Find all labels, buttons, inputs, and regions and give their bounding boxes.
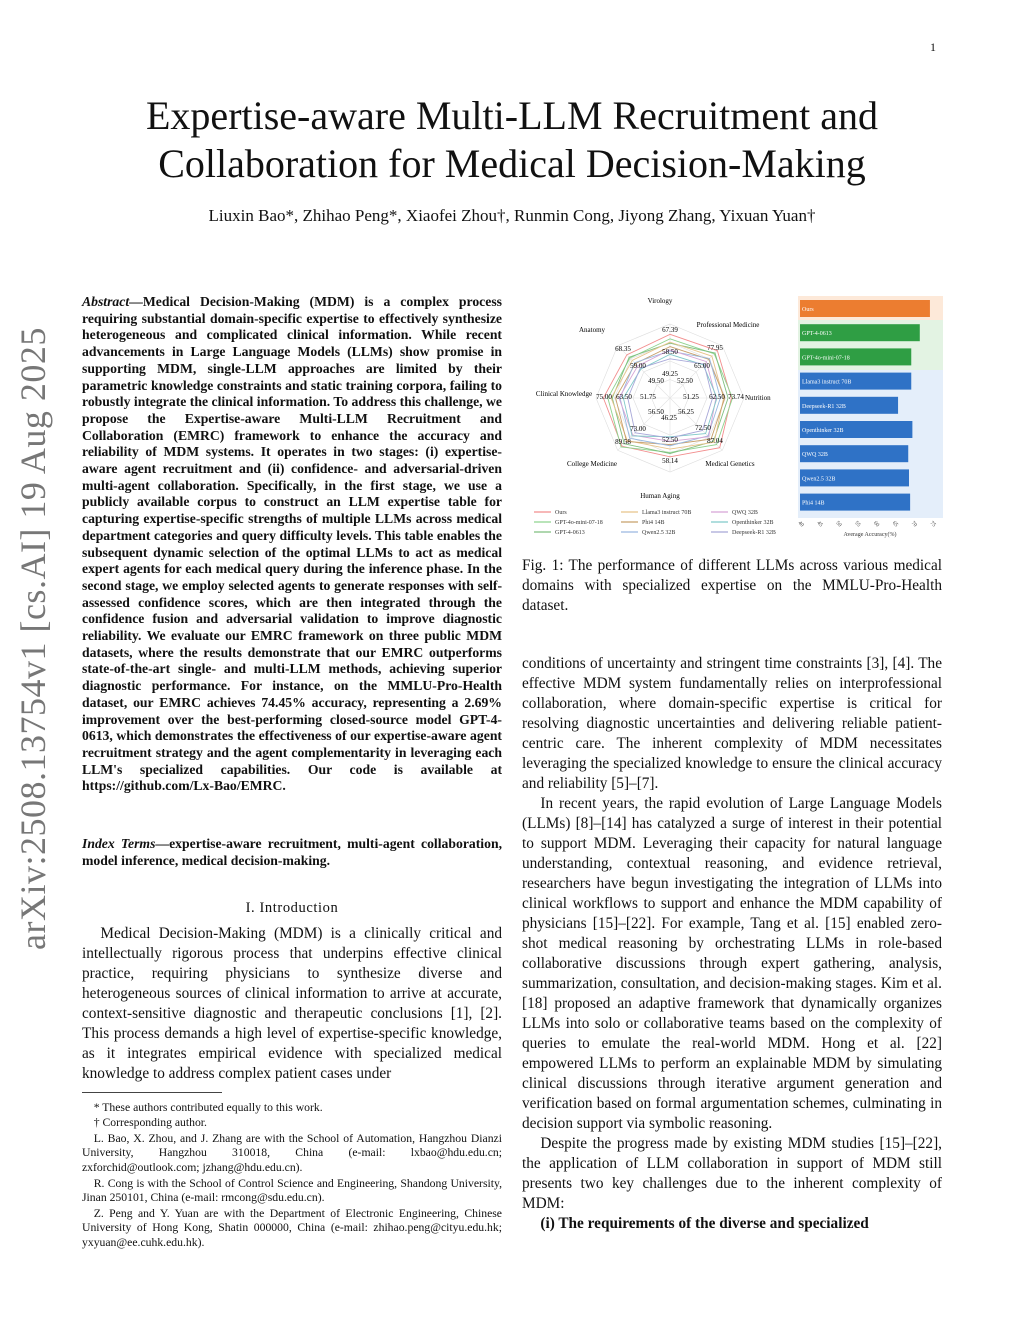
bar-label: Ours: [802, 307, 814, 313]
bar-x-tick: 65: [890, 520, 900, 529]
radar-value: 58.50: [662, 348, 678, 356]
radar-value: 89.58: [615, 438, 631, 446]
radar-value: 56.50: [648, 408, 664, 416]
bar: [800, 300, 930, 317]
bar-x-tick: 60: [872, 520, 881, 529]
intro-paragraph: conditions of uncertainty and stringent time constraints [3], [4]. The effective MDM system fundamentally relies on interprofessional collaboration, where domain-specific expertise is critical for resolving diagnostic uncertainties and delivering reliable patient-centric care. The inherent complexity of MDM necessitates leveraging the specialized knowledge to ensure the clinical accuracy and reliability [5]–[7].: [522, 655, 942, 792]
intro-paragraph: In recent years, the rapid evolution of Large Language Models (LLMs) [8]–[14] has catalyzed a surge of interest in their potential to support MDM. Leveraging their capacity for natural language understanding, contextual reasoning, and evidence retrieval, researchers have begun investigating the integration of LLMs into clinical workflows to support and enhance the MDM capability of physicians [15]–[22]. For example, Tang et al. [15] enabled zero-shot medical reasoning by orchestrating LLMs in role-based collaborative discussions through expert gathering, analysis, summarization, consultation, and decision-making stages. Kim et al. [18] proposed an adaptive framework that dynamically organizes LLMs into solo or collaborative teams based on the complexity of queries to emulate the real-world MDM. Hong et al. [22] empowered LLMs to perform an explainable MDM by simulating clinical discussions through iterative argument generation and verification based on formal argumentation schemes, culminating in decision support via symbolic reasoning.: [522, 795, 942, 1132]
radar-value: 72.50: [695, 424, 711, 432]
legend-item: GPT-4-0613: [555, 530, 585, 536]
footnote-equal-contribution: * These authors contributed equally to this work.: [93, 1101, 323, 1114]
radar-value: 56.25: [678, 408, 694, 416]
bar-x-ticks: [797, 520, 937, 528]
radar-axis-nutrition: Nutrition: [745, 394, 771, 402]
arxiv-identifier: arXiv:2508.13754v1 [cs.AI] 19 Aug 2025: [13, 327, 53, 950]
bar-x-tick: 45: [815, 520, 824, 529]
legend-item: Openthinker 32B: [732, 520, 774, 526]
radar-value: 51.25: [683, 393, 699, 401]
bar-x-tick: 55: [853, 520, 862, 529]
bar-label: Deepseek-R1 32B: [802, 403, 846, 410]
page-number: 1: [930, 40, 936, 54]
radar-value: 77.95: [707, 344, 723, 352]
bar-x-label: Average Accuracy(%): [843, 532, 897, 538]
radar-value: 51.75: [640, 393, 656, 401]
legend-item: QWQ 32B: [732, 510, 758, 516]
bar-label: Phi4 14B: [802, 500, 825, 507]
bar-x-tick: 50: [834, 520, 843, 529]
bar-label: Openthinker 32B: [802, 428, 844, 434]
figure-1-caption: Fig. 1: The performance of different LLMs across various medical domains with specialized expertise on the MMLU-Pro-Health dataset.: [522, 557, 942, 614]
legend-item: Phi4 14B: [642, 520, 665, 526]
author-list: Liuxin Bao*, Zhihao Peng*, Xiaofei Zhou†, Runmin Cong, Jiyong Zhang, Yixuan Yuan†: [208, 206, 816, 225]
radar-value: 62.50: [709, 393, 725, 401]
bar-label: QWQ 32B: [802, 452, 828, 459]
legend-item: Deepseek-R1 32B: [732, 530, 776, 536]
radar-value: 75.00: [596, 393, 612, 401]
bar-label: GPT-4o-mini-07-18: [802, 355, 850, 362]
abstract-label: Abstract: [82, 294, 130, 309]
radar-value: 46.25: [661, 414, 677, 422]
radar-value: 52.50: [677, 377, 693, 385]
radar-axis-professional-medicine: [697, 321, 760, 329]
radar-value: 58.14: [662, 457, 678, 465]
bar-label: Qwen2.5 32B: [802, 476, 836, 483]
footnote-divider: [82, 1092, 222, 1093]
radar-value: 68.35: [615, 345, 631, 353]
challenge-heading: (i) The requirements of the diverse and specialized: [540, 1215, 869, 1232]
footnote-affiliation-cuhk: Z. Peng and Y. Yuan are with the Department of Electronic Engineering, Chinese University of Hong Kong, Shatin 000000, China (e-mail: zhihao.peng@cityu.edu.hk; yxyuan@ee.cuhk.edu.hk).: [82, 1207, 502, 1249]
radar-value: 49.50: [648, 377, 664, 385]
radar-axis-college-medicine: College Medicine: [567, 460, 617, 468]
abstract: [82, 294, 502, 795]
abstract-text: —Medical Decision-Making (MDM) is a complex process requiring substantial domain-specific expertise to effectively synthesize heterogeneous and complicated clinical information. While recent advancements in Large Language Models (LLMs) show promise in supporting MDM, single-LLM approaches are limited by their parametric knowledge constraints and static training corpora, failing to robustly integrate the clinical information. To address this challenge, we propose the Expertise-aware Multi-LLM Recruitment and Collaboration (EMRC) framework to enhance the accuracy and reliability of MDM systems. It operates in two stages: (i) expertise-aware agent recruitment and (ii) confidence- and adversarial-driven multi-agent collaboration. Specifically, in the first stage, we use a publicly available corpus to construct an LLM expertise table for capturing expertise-specific strengths of multiple LLMs across medical department categories and query difficulty levels. This table enables the subsequent dynamic selection of the optimal LLMs to act as medical expert agents for each medical query during the inference phase. In the second stage, we employ selected agents to generate responses with self-assessed confidence scores, which are then integrated through the confidence fusion and adversarial validation to improve diagnostic reliability. We evaluate our EMRC framework on three public MDM datasets, where the results demonstrate that our EMRC outperforms state-of-the-art single- and multi-LLM methods, achieving superior diagnostic performance. For instance, on the MMLU-Pro-Health dataset, our EMRC achieves 74.45% accuracy, representing a 2.69% improvement over the best-performing closed-source model GPT-4-0613, which demonstrates the effectiveness of our expertise-aware agent recruitment strategy and the agent complementarity in leveraging each LLM's specialized capabilities. Our code is available at https://github.com/Lx-Bao/EMRC.: [82, 294, 502, 794]
radar-value: 73.74: [728, 393, 744, 401]
footnote-corresponding: † Corresponding author.: [93, 1116, 207, 1129]
radar-axis-professional-medicine-label: Professional Medicine: [696, 321, 760, 329]
intro-paragraph-left: Medical Decision-Making (MDM) is a clinically critical and intellectually rigorous process that underpins effective clinical practice, requiring physicians to synthesize diverse and heterogeneous sources of clinical information to arrive at accurate, context-sensitive diagnostic and therapeutic conclusions [1], [2]. This process demands a high level of expertise-specific knowledge, as it integrates empirical evidence with specialized medical knowledge to address complex patient cases under: [82, 925, 502, 1082]
section-heading-introduction: I. Introduction: [245, 900, 339, 916]
bar-chart: [797, 296, 943, 538]
legend-item: GPT-4o-mini-07-18: [555, 520, 603, 526]
bar-label: Llama3 instruct 70B: [802, 379, 852, 386]
legend-item: Qwen2.5 32B: [642, 530, 676, 536]
index-terms-text: —expertise-aware recruitment, multi-agent collaboration, model inference, medical decision-making.: [82, 836, 502, 868]
index-terms: [82, 836, 502, 869]
radar-axis-medical-genetics: Medical Genetics: [705, 460, 755, 468]
radar-value: 87.04: [707, 437, 723, 445]
radar-value: 63.50: [616, 393, 632, 401]
radar-value: 73.00: [630, 425, 646, 433]
figure-1: [520, 292, 945, 542]
footnote-affiliation-hdu: L. Bao, X. Zhou, and J. Zhang are with the School of Automation, Hangzhou Dianzi University, Hangzhou 310018, China (e-mail: lxbao@hdu.edu.cn; zxforchid@outlook.com; jzhang@hdu.edu.cn).: [82, 1132, 502, 1174]
radar-axis-human-aging: Human Aging: [640, 492, 680, 500]
radar-axis-anatomy: Anatomy: [578, 326, 606, 334]
index-terms-label: Index Terms: [82, 836, 156, 851]
legend-item: Llama3 instruct 70B: [642, 510, 692, 516]
radar-value: 49.25: [662, 370, 678, 378]
radar-axis-clinical-knowledge: Clinical Knowledge: [535, 390, 593, 398]
bar-x-tick: 75: [928, 520, 937, 529]
intro-paragraph: Despite the progress made by existing MDM studies [15]–[22], the application of LLM collaboration in support of MDM still presents two key challenges due to the inherent complexity of MDM:: [522, 1135, 942, 1212]
intro-right-column: [522, 654, 942, 1234]
radar-value: 59.00: [630, 362, 646, 370]
radar-chart: [536, 297, 771, 500]
radar-value: 67.39: [662, 326, 678, 334]
radar-axis-virology: Virology: [647, 297, 673, 305]
bar-x-tick: 70: [909, 520, 918, 529]
radar-legend: [534, 510, 776, 536]
radar-value: 65.00: [694, 362, 710, 370]
paper-title: Expertise-aware Multi-LLM Recruitment and Collaboration for Medical Decision-Making: [146, 93, 878, 186]
footnote-affiliation-sdu: R. Cong is with the School of Control Science and Engineering, Shandong University, Jinan 250101, China (e-mail: rmcong@sdu.edu.cn).: [82, 1177, 502, 1205]
bar-x-tick: 40: [796, 520, 805, 529]
legend-item: Ours: [555, 510, 567, 516]
radar-value: 52.50: [662, 436, 678, 444]
bar-label: GPT-4-0613: [802, 331, 832, 338]
